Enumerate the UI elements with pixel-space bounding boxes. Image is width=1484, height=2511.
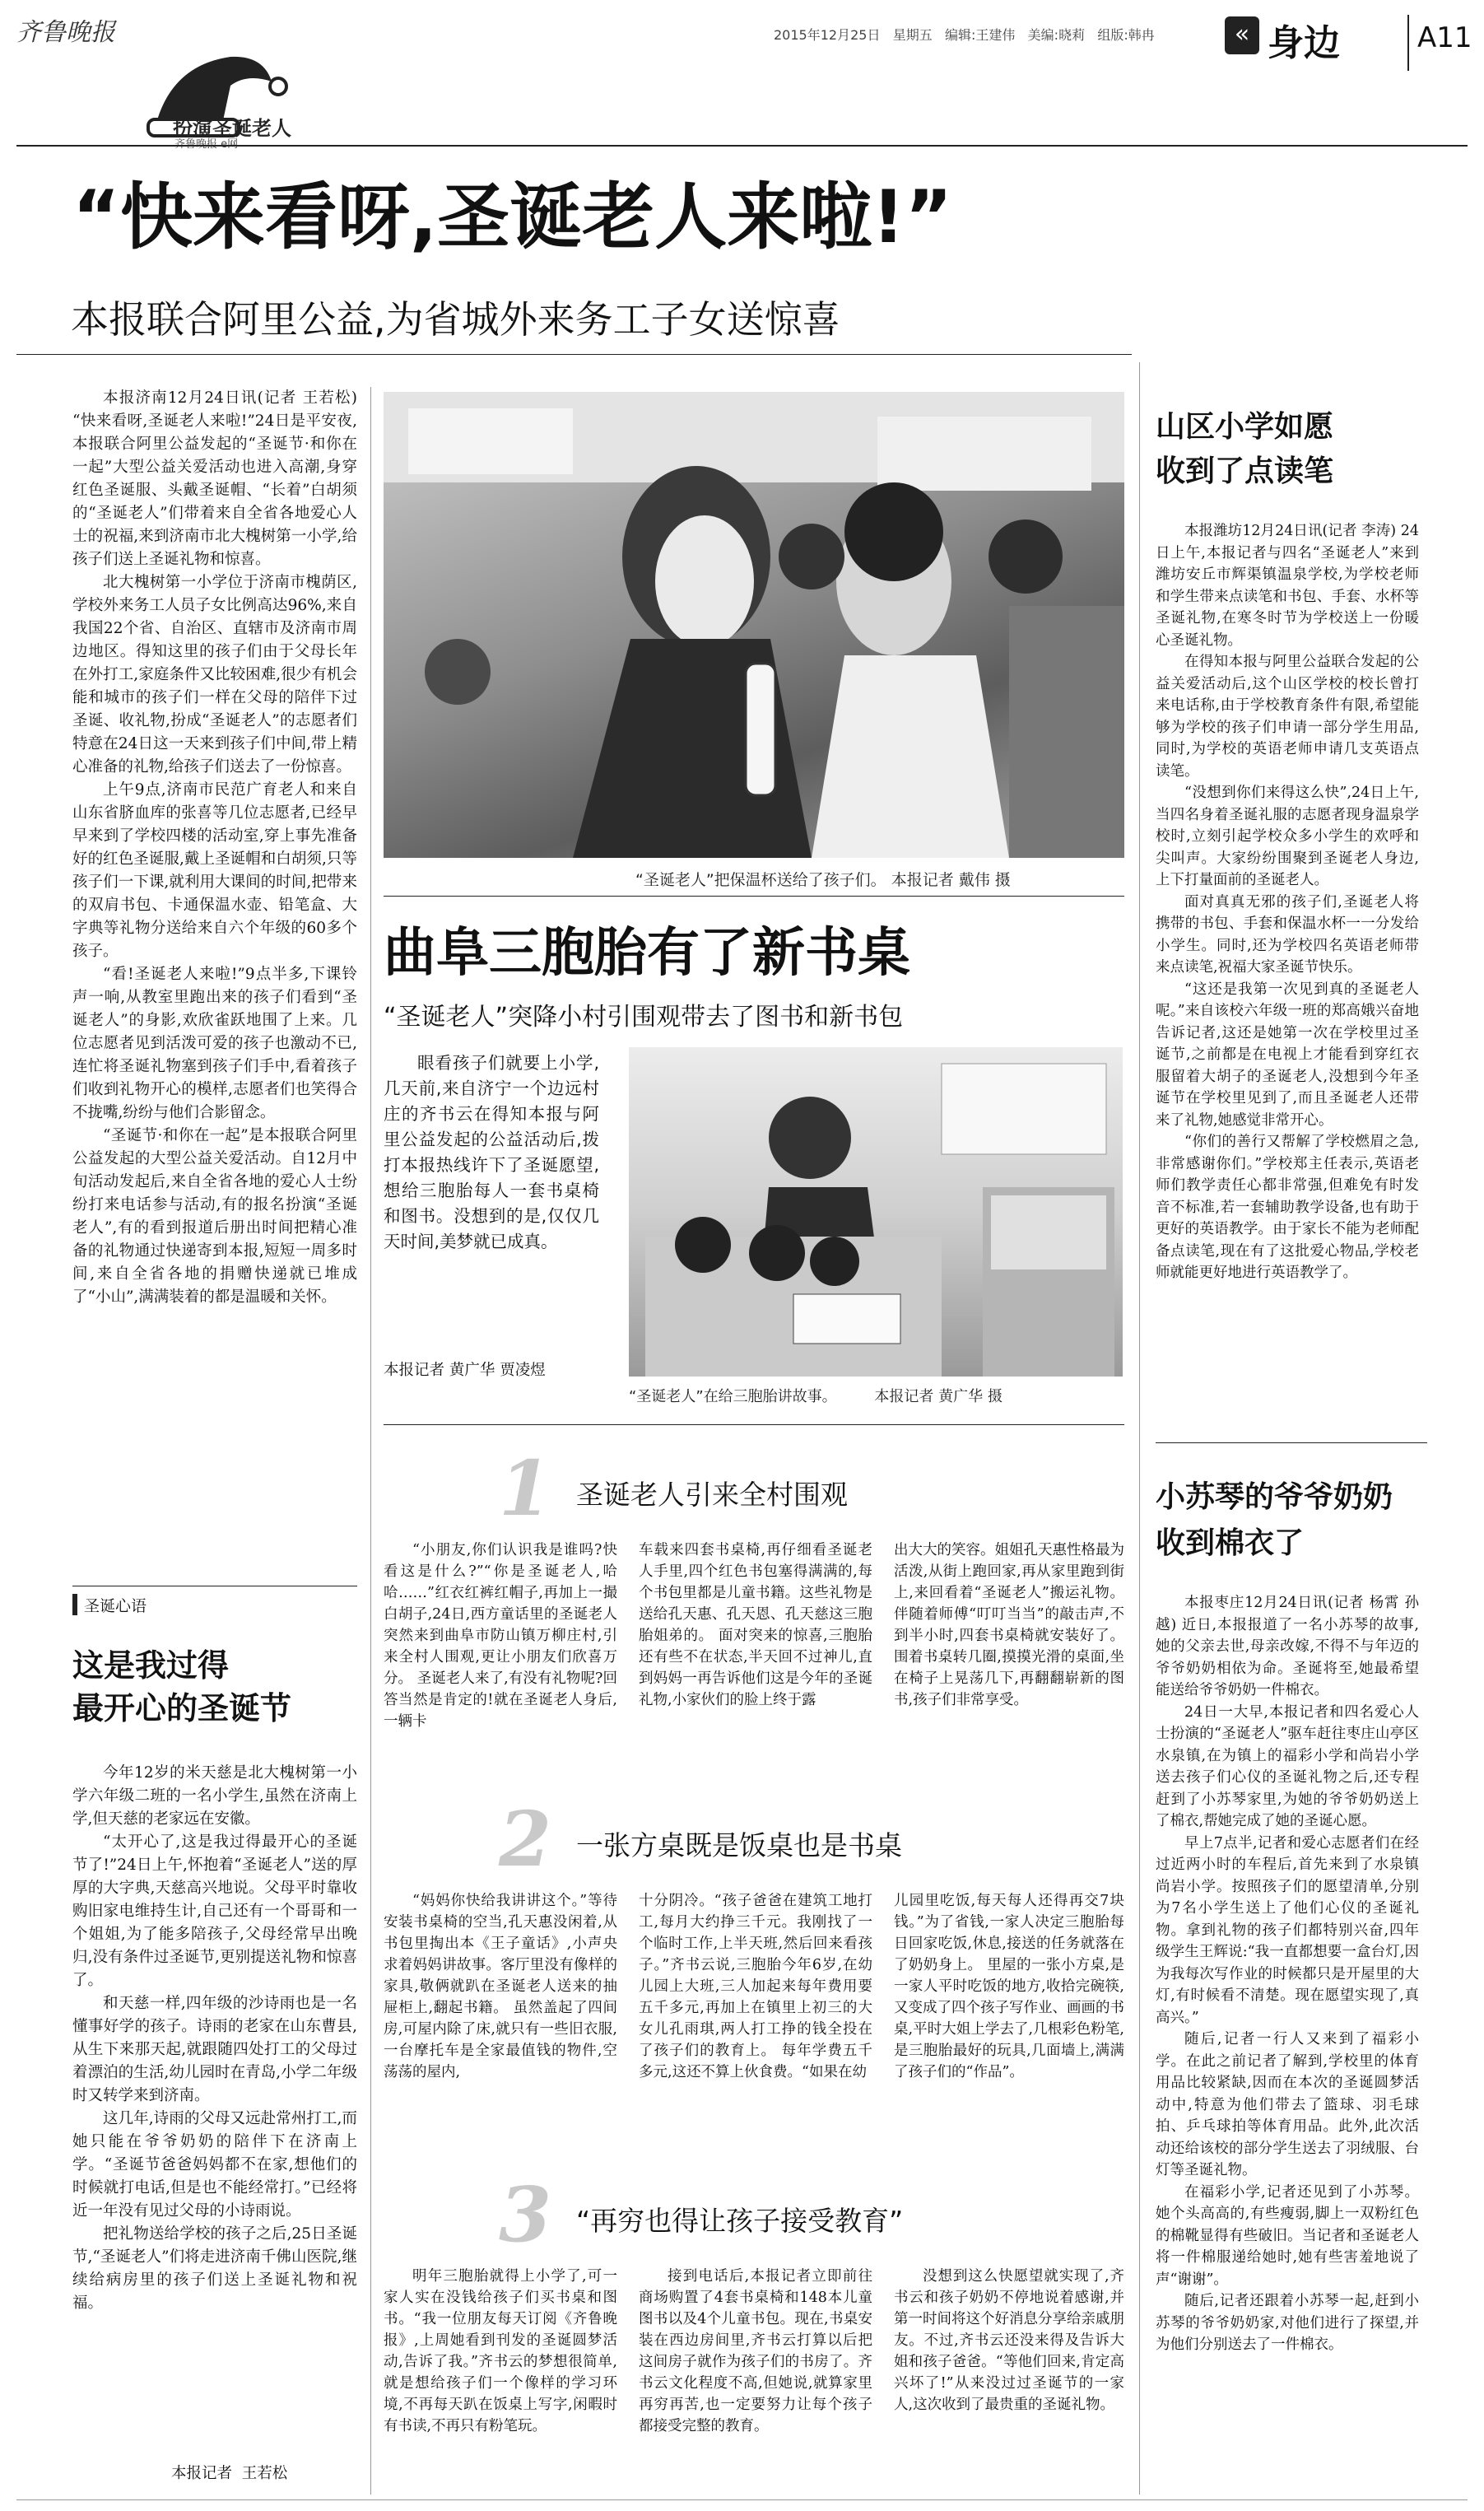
main-para-3: 上午9点,济南市民范广育老人和来自山东省脐血库的张喜等几位志愿者,已经早早来到了学校四楼的活动室,穿上事先准备好的红色圣诞服,戴上圣诞帽和白胡须,只等孩子们一下课,就利用大课间的时间,把带来的双肩书包、卡通保温水壶、铅笔盒、大字典等礼物分送给来自六个年级的60多个孩子。 [72,781,357,960]
triplets-subheadline: “圣诞老人”突降小村引围观带去了图书和新书包 [384,1003,904,1032]
triplets-photo-caption: “圣诞老人”在给三胞胎讲故事。 本报记者 黄广华 摄 [629,1388,1003,1405]
photo-scene [384,392,1124,858]
essay-title-1: 这是我过得 [72,1647,230,1684]
section-1-col-1: “小朋友,你们认识我是谁吗?快看这是什么?”“你是圣诞老人,哈哈……”红衣红裤红帽子,再加上一撮白胡子,24日,西方童话里的圣诞老人突然来到曲阜市防山镇万柳庄村,引来全村人围观,更让小朋友们欣喜万分。 圣诞老人来了,有没有礼物呢?回答当然是肯定的!就在圣诞老人身后,一辆卡 [384,1542,617,1730]
right-story-1-title-2: 收到了点读笔 [1156,454,1334,488]
section-1-title: 圣诞老人引来全村围观 [576,1479,848,1511]
essay-para-5: 把礼物送给学校的孩子之后,25日圣诞节,“圣诞老人”们将走进济南千佛山医院,继续给病房里的孩子们送上圣诞礼物和祝福。 [72,2225,357,2312]
right-story-1-title-1: 山区小学如愿 [1156,410,1334,444]
section-3-col-1: 明年三胞胎就得上小学了,可一家人实在没钱给孩子们买书桌和图书。“我一位朋友每天订阅《齐鲁晚报》,上周她看到刊发的圣诞圆梦活动,告诉了我。”齐书云的梦想很简单,就是想给孩子们一个像样的学习环境,不再每天趴在饭桌上写字,闲暇时有书读,不再只有粉笔玩。 [384,2268,617,2434]
issue-weekday: 星期五 [892,27,933,43]
main-para-4: “看!圣诞老人来啦!”9点半多,下课铃声一响,从教室里跑出来的孩子们看到“圣诞老人”的身影,欢欣雀跃地围了上来。几位志愿者见到活泼可爱的孩子也激动不已,连忙将圣诞礼物塞到孩子们手中,看着孩子们收到礼物开心的模样,志愿者们也笑得合不拢嘴,纷纷与他们合影留念。 [72,966,357,1121]
designer-credit: 美编:晓莉 [1027,27,1086,43]
right-story-2-title-1: 小苏琴的爷爷奶奶 [1156,1480,1393,1514]
proof-credit: 组版:韩冉 [1097,27,1155,43]
masthead-title: 齐鲁晚报 [16,18,115,47]
logo-text: 扮演圣诞老人 [173,117,291,140]
essay-title-2: 最开心的圣诞节 [72,1690,292,1726]
triplets-scene [629,1047,1123,1377]
masthead [16,12,291,143]
r1-para-5: “这还是我第一次见到真的圣诞老人呢。”来自该校六年级一班的郑高娥兴奋地告诉记者,这还是她第一次在学校里过圣诞节,之前都是在电视上才能看到穿红衣服留着大胡子的圣诞老人,没想到今年圣诞节在学校里见到了,而且圣诞老人还带来了礼物,她感觉非常开心。 [1156,981,1419,1129]
main-headline: “快来看呀,圣诞老人来啦!” [72,175,953,259]
section-3-title: “再穷也得让孩子接受教育” [576,2205,904,2237]
essay-para-3: 和天慈一样,四年级的沙诗雨也是一名懂事好学的孩子。诗雨的老家在山东曹县,从生下来那天起,就跟随四处打工的父母过着漂泊的生活,幼儿园时在青岛,小学二年级时又转学来到济南。 [72,1995,357,2104]
right-story-1-body [1156,520,1419,1426]
main-subheadline: 本报联合阿里公益,为省城外来务工子女送惊喜 [71,297,840,342]
r1-para-3: “没想到你们来得这么快”,24日上午,当四名身着圣诞礼服的志愿者现身温泉学校时,立刻引起学校众多小学生的欢呼和尖叫声。大家纷纷围聚到圣诞老人身边,上下打量面前的圣诞老人。 [1156,785,1419,888]
issue-date: 2015年12月25日 [774,27,881,43]
main-para-2: 北大槐树第一小学位于济南市槐荫区,学校外来务工人员子女比例高达96%,来自我国22个省、自治区、直辖市及济南市周边地区。得知这里的孩子们由于父母长年在外打工,家庭条件又比较困难,很少有机会能和城市的孩子们一样在父母的陪伴下过圣诞、收礼物,扮成“圣诞老人”的志愿者们特意在24日这一天来到孩子们中间,带上精心准备的礼物,给孩子们送去了一份惊喜。 [72,574,357,776]
triplets-photo [629,1047,1123,1377]
essay-body [72,1762,357,2453]
header-meta [774,25,1155,44]
section-3-col-3: 没想到这么快愿望就实现了,齐书云和孩子奶奶不停地说着感谢,并第一时间将这个好消息分享给亲戚朋友。不过,齐书云还没来得及告诉大姐和孩子爸爸。“等他们回来,肯定高兴坏了!”从来没过过圣诞节的一家人,这次收到了最贵重的圣诞礼物。 [894,2268,1124,2413]
section-2-title: 一张方桌既是饭桌也是书桌 [576,1829,902,1861]
section-2-col-1: “妈妈你快给我讲讲这个。”等待安装书桌椅的空当,孔天惠没闲着,从书包里掏出本《王子童话》,小声央求着妈妈讲故事。客厅里没有像样的家具,敬俩就趴在圣诞老人送来的抽屉柜上,翻起书籍。 虽然盖起了四间房,可屋内除了床,就只有一些旧衣服,一台摩托车是全家最值钱的物件,空荡荡的屋内, [384,1893,617,2080]
main-photo-caption: “圣诞老人”把保温杯送给了孩子们。 本报记者 戴伟 摄 [635,871,1011,889]
triplets-headline: 曲阜三胞胎有了新书桌 [384,923,910,984]
r2-para-3: 早上7点半,记者和爱心志愿者们在经过近两小时的车程后,首先来到了水泉镇尚岩小学。按照孩子们的愿望清单,分别为7名小学生送上了他们心仪的圣诞礼物。拿到礼物的孩子们都特别兴奋,四年级学生王辉说:“我一直都想要一盒台灯,因为我每次写作业的时候都只是开屋里的大灯,有时候看不清楚。现在愿望实现了,真高兴。” [1156,1834,1419,2026]
r1-para-6: “你们的善行又帮解了学校燃眉之急,非常感谢你们。”学校郑主任表示,英语老师们教学责任心都非常强,但难免有时发音不标准,若一套辅助教学设备,也有助于更好的英语教学。由于家长不能为老师配备点读笔,现在有了这批爱心物品,学校老师就能更好地进行英语教学了。 [1156,1134,1419,1281]
main-para-1: 本报济南12月24日讯(记者 王若松) “快来看呀,圣诞老人来啦!”24日是平安夜,本报联合阿里公益发起的“圣诞节·和你在一起”大型公益关爱活动也进入高潮,身穿红色圣诞服、头戴圣诞帽、“长着”白胡须的“圣诞老人”们带着来自全省各地爱心人士的祝福,来到济南市北大槐树第一小学,给孩子们送上圣诞礼物和惊喜。 [72,389,357,568]
section-1-number: 1 [499,1444,552,1533]
headline-rule [16,354,1132,355]
logo-sub [174,135,339,151]
header-rule [16,145,1468,147]
essay-para-1: 今年12岁的米天慈是北大槐树第一小学六年级二班的一名小学生,虽然在济南上学,但天慈的老家远在安徽。 [72,1764,357,1828]
footer-rule [16,2499,1468,2500]
r2-para-2: 24日一大早,本报记者和四名爱心人士扮演的“圣诞老人”驱车赶往枣庄山亭区水泉镇,在为镇上的福彩小学和尚岩小学送去孩子们心仪的圣诞礼物之后,还专程赶到了小苏琴家里,为她的爷爷奶奶送上了棉衣,帮她完成了她的圣诞心愿。 [1156,1703,1419,1829]
section-1-col-3: 出大大的笑容。姐姐孔天惠性格最为活泼,从街上跑回家,再从家里跑到街上,来回看着“圣诞老人”搬运礼物。 伴随着师傅“叮叮当当”的敲击声,不到半小时,四套书桌椅就安装好了。围着书桌转几圈,摸摸光滑的桌面,坐在椅子上晃荡几下,再翻翻崭新的图书,孩子们非常享受。 [894,1542,1124,1708]
essay-para-2: “太开心了,这是我过得最开心的圣诞节了!”24日上午,怀抱着“圣诞老人”送的厚厚的大字典,天慈高兴地说。父母平时靠收购旧家电维持生计,自己还有一个哥哥和一个姐姐,为了能多陪孩子,父母经常早出晚归,没有条件过圣诞节,更别提送礼物和惊喜了。 [72,1833,357,1989]
essay-para-4: 这几年,诗雨的父母又远赴常州打工,而她只能在爷爷奶奶的陪伴下在济南上学。“圣诞节爸爸妈妈都不在家,想他们的时候就打电话,但是也不能经常打。”已经将近一年没有见过父母的小诗雨说。 [72,2110,357,2220]
section-3-number: 3 [499,2170,552,2259]
main-story-body [72,387,357,1544]
section-2-col-3: 儿园里吃饭,每天每人还得再交7块钱。”为了省钱,一家人决定三胞胎每日回家吃饭,休息,接送的任务就落在了奶奶身上。 里屋的一张小方桌,是一家人平时吃饭的地方,收拾完碗筷,又变成了四个孩子写作业、画画的书桌,平时大姐上学去了,几根彩色粉笔,是三胞胎最好的玩具,几面墙上,满满了孩子们的“作品”。 [894,1893,1124,2080]
header-divider [1407,15,1409,71]
section-badge-icon: « [1225,16,1259,54]
editor-credit: 编辑:王建伟 [945,27,1016,43]
main-para-5: “圣诞节·和你在一起”是本报联合阿里公益发起的大型公益关爱活动。自12月中旬活动发起后,来自全省各地的爱心人士纷纷打来电话参与活动,有的报名扮演“圣诞老人”,有的看到报道后册出时间把精心准备的礼物通过快递寄到本报,短短一周多时间,来自全省各地的捐赠快递就已堆成了“小山”,满满装着的都是温暖和关怀。 [72,1127,357,1306]
triplets-rule [384,1424,1124,1425]
section-1-col-2: 车载来四套书桌椅,再仔细看圣诞老人手里,四个红色书包塞得满满的,每个书包里都是儿童书籍。这些礼物是送给孔天惠、孔天恩、孔天慈这三胞胎姐弟的。 面对突来的惊喜,三胞胎还有些不在状态,半天回不过神儿,直到妈妈一再告诉他们这是今年的圣诞礼物,小家伙们的脸上终于露 [639,1542,872,1708]
column-divider-right [1139,362,1140,2495]
essay-byline: 本报记者 王若松 [171,2465,288,2482]
main-photo [384,392,1124,858]
section-2-number: 2 [499,1795,552,1884]
column-divider-left [370,387,371,2495]
right-story-2-title-2: 收到棉衣了 [1156,1526,1305,1560]
r2-para-1: 本报枣庄12月24日讯(记者 杨霄 孙越) 近日,本报报道了一名小苏琴的故事,她的父亲去世,母亲改嫁,不得不与年迈的爷爷奶奶相依为命。圣诞将至,她最希望能送给爷爷奶奶一件棉衣。 [1156,1595,1419,1698]
r1-para-2: 在得知本报与阿里公益联合发起的公益关爱活动后,这个山区学校的校长曾打来电话称,由于学校教育条件有限,希望能够为学校的孩子们申请一部分学生用品,同时,为学校的英语老师申请几支英语点读笔。 [1156,654,1419,780]
r2-para-5: 在福彩小学,记者还见到了小苏琴。她个头高高的,有些瘦弱,脚上一双粉红色的棉靴显得有些破旧。当记者和圣诞老人将一件棉服递给她时,她有些害羞地说了声“谢谢”。 [1156,2183,1419,2288]
essay-tag: 圣诞心语 [84,1597,147,1615]
right-story-2-body [1156,1592,1419,2490]
section-name: 身边 [1268,22,1340,64]
r2-para-6: 随后,记者还跟着小苏琴一起,赶到小苏琴的爷爷奶奶家,对他们进行了探望,并为他们分别送去了一件棉衣。 [1156,2293,1419,2353]
r1-para-1: 本报潍坊12月24日讯(记者 李涛) 24日上午,本报记者与四名“圣诞老人”来到潍坊安丘市辉渠镇温泉学校,为学校老师和学生带来点读笔和书包、手套、水杯等圣诞礼物,在寒冬时节为学校送上一份暖心圣诞礼物。 [1156,523,1419,649]
essay-tag-marker [72,1594,77,1615]
r1-para-4: 面对真真无邪的孩子们,圣诞老人将携带的书包、手套和保温水杯一一分发给小学生。同时,还为学校四名英语老师带来点读笔,祝福大家圣诞节快乐。 [1156,893,1419,976]
triplets-intro: 眼看孩子们就要上小学,几天前,来自济宁一个边远村庄的齐书云在得知本报与阿里公益发起的公益活动后,拨打本报热线许下了圣诞愿望,想给三胞胎每人一套书桌椅和图书。没想到的是,仅仅几天时间,美梦就已成真。 [384,1053,599,1251]
triplets-byline: 本报记者 黄广华 贾凌煜 [384,1362,546,1379]
r2-para-4: 随后,记者一行人又来到了福彩小学。在此之前记者了解到,学校里的体育用品比较紧缺,因而在本次的圣诞圆梦活动中,特意为他们带去了篮球、羽毛球拍、乒乓球拍等体育用品。此外,此次活动还给该校的部分学生送去了羽绒服、台灯等圣诞礼物。 [1156,2031,1419,2178]
page-number: A11 [1417,21,1472,54]
section-3-col-2: 接到电话后,本报记者立即前往商场购置了4套书桌椅和148本儿童图书以及4个儿童书包。现在,书桌安装在西边房间里,齐书云打算以后把这间房子就作为孩子们的书房了。齐书云文化程度不高,但她说,就算家里再穷再苦,也一定要努力让每个孩子都接受完整的教育。 [639,2268,872,2434]
photo-rule [384,896,1124,897]
essay-tag-box [72,1591,357,1620]
section-2-col-2: 十分阴冷。“孩子爸爸在建筑工地打工,每月大约挣三千元。我刚找了一个临时工作,上半天班,然后回来看孩子。”齐书云说,三胞胎今年6岁,在幼儿园上大班,三人加起来每年费用要五千多元,再加上在镇里上初三的大女儿孔雨琪,两人打工挣的钱全投在了孩子们的教育上。 每年学费五千多元,这还不算上伙食费。“如果在幼 [639,1893,872,2080]
right-story-divider [1156,1442,1427,1443]
